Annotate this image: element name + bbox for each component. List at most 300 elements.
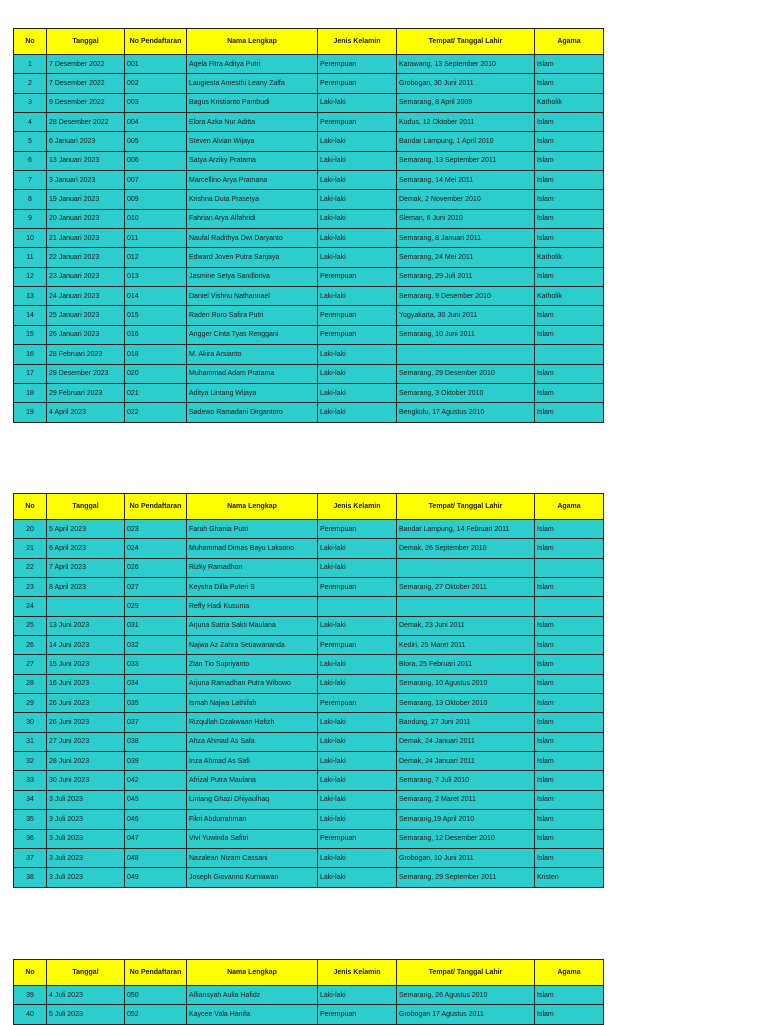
cell-tanggal: 6 Januari 2023	[47, 132, 125, 151]
cell-no: 36	[14, 829, 47, 848]
cell-no: 37	[14, 848, 47, 867]
cell-nama-lengkap: Elora Azka Nur Aditta	[187, 113, 318, 132]
cell-tanggal: 6 April 2023	[47, 539, 125, 558]
cell-tempat-tanggal-lahir: Demak, 23 Juni 2011	[397, 616, 535, 635]
cell-tanggal: 26 Januari 2023	[47, 325, 125, 344]
cell-tanggal: 26 Juni 2023	[47, 713, 125, 732]
cell-tempat-tanggal-lahir: Semarang, 29 Juli 2011	[397, 267, 535, 286]
cell-no: 1	[14, 55, 47, 74]
cell-jenis-kelamin: Laki-laki	[318, 190, 397, 209]
table-row	[14, 383, 604, 402]
cell-tempat-tanggal-lahir: Semarang, 9 Desember 2010	[397, 287, 535, 306]
header-tempat-tanggal-lahir: Tempat/ Tanggal Lahir	[397, 494, 535, 520]
cell-agama: Islam	[535, 829, 604, 848]
header-no: No	[14, 29, 47, 55]
cell-tanggal: 13 Juni 2023	[47, 616, 125, 635]
cell-nama-lengkap: Muhammad Dimas Bayu Laksono	[187, 539, 318, 558]
table-row	[14, 558, 604, 577]
cell-agama	[535, 345, 604, 364]
cell-tanggal: 7 April 2023	[47, 558, 125, 577]
cell-no-pendaftaran: 014	[125, 287, 187, 306]
cell-tempat-tanggal-lahir	[397, 597, 535, 616]
cell-no: 19	[14, 403, 47, 422]
header-jenis-kelamin: Jenis Kelamin	[318, 29, 397, 55]
cell-no-pendaftaran: 052	[125, 1005, 187, 1024]
cell-tempat-tanggal-lahir: Semarang, 8 Januari 2011	[397, 229, 535, 248]
cell-tempat-tanggal-lahir: Karawang, 13 September 2010	[397, 55, 535, 74]
cell-tempat-tanggal-lahir: Demak, 24 Januari 2011	[397, 732, 535, 751]
cell-no: 38	[14, 868, 47, 887]
table-row	[14, 752, 604, 771]
cell-agama: Islam	[535, 848, 604, 867]
cell-jenis-kelamin: Laki-laki	[318, 229, 397, 248]
cell-agama: Kristen	[535, 868, 604, 887]
header-no-pendaftaran: No Pendaftaran	[125, 960, 187, 986]
cell-nama-lengkap: Arjuna Satria Sakti Maulana	[187, 616, 318, 635]
cell-no: 23	[14, 578, 47, 597]
cell-nama-lengkap: Daniel Vishnu Nathannael	[187, 287, 318, 306]
cell-no-pendaftaran: 010	[125, 209, 187, 228]
cell-jenis-kelamin: Laki-laki	[318, 868, 397, 887]
cell-tempat-tanggal-lahir: Semarang, 13 Oktober 2010	[397, 694, 535, 713]
cell-jenis-kelamin: Perempuan	[318, 55, 397, 74]
cell-tempat-tanggal-lahir: Semarang, 29 September 2011	[397, 868, 535, 887]
cell-agama: Islam	[535, 190, 604, 209]
table-row	[14, 848, 604, 867]
cell-tempat-tanggal-lahir: Semarang, 10 Juni 2011	[397, 325, 535, 344]
cell-nama-lengkap: Ahza Ahmad As Safa	[187, 732, 318, 751]
cell-tanggal: 14 Juni 2023	[47, 636, 125, 655]
cell-nama-lengkap: Aqela Fitra Aditya Putri	[187, 55, 318, 74]
cell-jenis-kelamin: Laki-laki	[318, 558, 397, 577]
header-agama: Agama	[535, 494, 604, 520]
cell-jenis-kelamin: Perempuan	[318, 829, 397, 848]
cell-agama: Islam	[535, 616, 604, 635]
cell-tempat-tanggal-lahir: Semarang, 29 Desember 2010	[397, 364, 535, 383]
cell-no-pendaftaran: 020	[125, 364, 187, 383]
cell-no: 4	[14, 113, 47, 132]
header-tempat-tanggal-lahir: Tempat/ Tanggal Lahir	[397, 29, 535, 55]
cell-no: 40	[14, 1005, 47, 1024]
cell-nama-lengkap: Inza Ahmad As Safi	[187, 752, 318, 771]
cell-no: 29	[14, 694, 47, 713]
cell-jenis-kelamin: Laki-laki	[318, 986, 397, 1005]
cell-no: 30	[14, 713, 47, 732]
cell-jenis-kelamin: Perempuan	[318, 636, 397, 655]
table-row	[14, 868, 604, 887]
cell-no-pendaftaran: 016	[125, 325, 187, 344]
cell-tanggal: 19 Januari 2023	[47, 190, 125, 209]
cell-tempat-tanggal-lahir: Semarang, 12 Desember 2010	[397, 829, 535, 848]
table-row	[14, 674, 604, 693]
cell-agama: Islam	[535, 694, 604, 713]
cell-no: 8	[14, 190, 47, 209]
cell-tanggal: 20 Januari 2023	[47, 209, 125, 228]
cell-agama: Islam	[535, 74, 604, 93]
cell-no: 12	[14, 267, 47, 286]
cell-agama: Islam	[535, 55, 604, 74]
table-row	[14, 986, 604, 1005]
table-row	[14, 694, 604, 713]
table-header	[14, 960, 604, 986]
cell-tanggal: 7 Desember 2022	[47, 55, 125, 74]
cell-no: 26	[14, 636, 47, 655]
cell-tempat-tanggal-lahir: Blora, 25 Februari 2011	[397, 655, 535, 674]
cell-nama-lengkap: Vivi Yuwinda Safitri	[187, 829, 318, 848]
cell-no: 21	[14, 539, 47, 558]
cell-jenis-kelamin: Laki-laki	[318, 539, 397, 558]
cell-no-pendaftaran: 009	[125, 190, 187, 209]
cell-jenis-kelamin: Perempuan	[318, 1005, 397, 1024]
header-no: No	[14, 494, 47, 520]
cell-jenis-kelamin: Laki-laki	[318, 810, 397, 829]
table-row	[14, 229, 604, 248]
cell-nama-lengkap: Keysha Dilla Puteri S	[187, 578, 318, 597]
cell-tanggal: 24 Januari 2023	[47, 287, 125, 306]
table-row	[14, 771, 604, 790]
cell-tanggal: 29 Desember 2023	[47, 364, 125, 383]
cell-no-pendaftaran: 042	[125, 771, 187, 790]
cell-no: 7	[14, 171, 47, 190]
cell-no-pendaftaran: 037	[125, 713, 187, 732]
cell-no: 32	[14, 752, 47, 771]
cell-tempat-tanggal-lahir: Semarang, 13 September 2011	[397, 151, 535, 170]
cell-no: 3	[14, 93, 47, 112]
cell-tanggal: 5 April 2023	[47, 520, 125, 539]
cell-no: 6	[14, 151, 47, 170]
cell-no: 16	[14, 345, 47, 364]
cell-tanggal: 5 Juli 2023	[47, 1005, 125, 1024]
cell-tempat-tanggal-lahir: Bandar Lampung, 14 Februari 2011	[397, 520, 535, 539]
cell-agama: Islam	[535, 732, 604, 751]
cell-agama: Islam	[535, 229, 604, 248]
cell-jenis-kelamin: Laki-laki	[318, 655, 397, 674]
cell-agama: Islam	[535, 810, 604, 829]
cell-agama: Islam	[535, 383, 604, 402]
cell-tempat-tanggal-lahir: Semarang, 14 Mei 2011	[397, 171, 535, 190]
cell-nama-lengkap: Jasmine Setya Sandloriva	[187, 267, 318, 286]
cell-jenis-kelamin: Laki-laki	[318, 151, 397, 170]
cell-tanggal: 7 Desember 2022	[47, 74, 125, 93]
cell-tempat-tanggal-lahir	[397, 558, 535, 577]
cell-no: 5	[14, 132, 47, 151]
cell-nama-lengkap: Reffy Hadi Kusuma	[187, 597, 318, 616]
cell-tanggal: 23 Januari 2023	[47, 267, 125, 286]
cell-no: 14	[14, 306, 47, 325]
cell-no: 35	[14, 810, 47, 829]
cell-no-pendaftaran: 013	[125, 267, 187, 286]
cell-jenis-kelamin: Laki-laki	[318, 752, 397, 771]
cell-tanggal: 25 Januari 2023	[47, 306, 125, 325]
cell-tanggal	[47, 597, 125, 616]
table-row	[14, 539, 604, 558]
cell-no: 11	[14, 248, 47, 267]
cell-agama: Islam	[535, 132, 604, 151]
cell-tempat-tanggal-lahir: Kediri, 25 Maret 2011	[397, 636, 535, 655]
cell-nama-lengkap: Marcellino Arya Pramana	[187, 171, 318, 190]
cell-no: 22	[14, 558, 47, 577]
cell-tanggal: 13 Januari 2023	[47, 151, 125, 170]
cell-nama-lengkap: Zian Tio Supriyanto	[187, 655, 318, 674]
cell-tanggal: 3 Juli 2023	[47, 790, 125, 809]
cell-no-pendaftaran: 032	[125, 636, 187, 655]
cell-no-pendaftaran: 011	[125, 229, 187, 248]
cell-nama-lengkap: Bagus Kristianto Pambudi	[187, 93, 318, 112]
cell-no: 10	[14, 229, 47, 248]
cell-no-pendaftaran: 007	[125, 171, 187, 190]
cell-tanggal: 4 April 2023	[47, 403, 125, 422]
cell-nama-lengkap: Krishna Duta Prasetya	[187, 190, 318, 209]
cell-nama-lengkap: Naufal Radithya Dwi Daryanto	[187, 229, 318, 248]
cell-jenis-kelamin: Laki-laki	[318, 132, 397, 151]
cell-tanggal: 3 Juli 2023	[47, 868, 125, 887]
cell-no: 13	[14, 287, 47, 306]
cell-jenis-kelamin: Laki-laki	[318, 171, 397, 190]
header-jenis-kelamin: Jenis Kelamin	[318, 494, 397, 520]
cell-jenis-kelamin: Laki-laki	[318, 93, 397, 112]
cell-jenis-kelamin: Laki-laki	[318, 248, 397, 267]
header-tanggal: Tanggal	[47, 29, 125, 55]
cell-no-pendaftaran: 047	[125, 829, 187, 848]
cell-tanggal: 8 April 2023	[47, 578, 125, 597]
cell-no-pendaftaran: 033	[125, 655, 187, 674]
table-row	[14, 132, 604, 151]
cell-jenis-kelamin: Perempuan	[318, 520, 397, 539]
cell-tempat-tanggal-lahir: Bengkulu, 17 Agustus 2010	[397, 403, 535, 422]
cell-no-pendaftaran: 004	[125, 113, 187, 132]
cell-tempat-tanggal-lahir: Semarang, 26 Agustus 2010	[397, 986, 535, 1005]
table-row	[14, 616, 604, 635]
cell-no: 25	[14, 616, 47, 635]
cell-tempat-tanggal-lahir: Grobogan, 30 Juni 2011	[397, 74, 535, 93]
header-no: No	[14, 960, 47, 986]
cell-tempat-tanggal-lahir: Semarang, 2 Maret 2011	[397, 790, 535, 809]
cell-nama-lengkap: Steven Alvian Wijaya	[187, 132, 318, 151]
cell-nama-lengkap: Joseph Giovanno Kurniawan	[187, 868, 318, 887]
cell-no: 20	[14, 520, 47, 539]
cell-agama: Islam	[535, 655, 604, 674]
cell-no-pendaftaran: 022	[125, 403, 187, 422]
header-nama-lengkap: Nama Lengkap	[187, 960, 318, 986]
cell-no: 28	[14, 674, 47, 693]
cell-agama: Islam	[535, 171, 604, 190]
cell-no: 39	[14, 986, 47, 1005]
cell-no: 15	[14, 325, 47, 344]
table-row	[14, 190, 604, 209]
cell-no-pendaftaran: 003	[125, 93, 187, 112]
cell-no-pendaftaran: 024	[125, 539, 187, 558]
table-row	[14, 578, 604, 597]
table-row	[14, 403, 604, 422]
cell-tempat-tanggal-lahir: Demak, 26 September 2010	[397, 539, 535, 558]
cell-agama: Islam	[535, 325, 604, 344]
cell-tempat-tanggal-lahir: Demak, 24 Januari 2011	[397, 752, 535, 771]
cell-agama: Islam	[535, 790, 604, 809]
cell-agama: Katholik	[535, 93, 604, 112]
cell-tanggal: 28 Juni 2023	[47, 752, 125, 771]
cell-nama-lengkap: Farah Ghania Putri	[187, 520, 318, 539]
cell-nama-lengkap: Ismah Najwa Lathifah	[187, 694, 318, 713]
header-agama: Agama	[535, 960, 604, 986]
table-row	[14, 597, 604, 616]
cell-nama-lengkap: Fikri Abdurrahman	[187, 810, 318, 829]
cell-nama-lengkap: Aditya Lintang Wijaya	[187, 383, 318, 402]
cell-tanggal: 26 Juni 2023	[47, 694, 125, 713]
cell-agama: Katholik	[535, 287, 604, 306]
cell-agama: Islam	[535, 578, 604, 597]
cell-jenis-kelamin: Perempuan	[318, 578, 397, 597]
cell-no: 27	[14, 655, 47, 674]
cell-jenis-kelamin: Laki-laki	[318, 790, 397, 809]
cell-jenis-kelamin	[318, 597, 397, 616]
cell-tanggal: 16 Juni 2023	[47, 674, 125, 693]
cell-jenis-kelamin: Laki-laki	[318, 674, 397, 693]
cell-no-pendaftaran: 034	[125, 674, 187, 693]
header-jenis-kelamin: Jenis Kelamin	[318, 960, 397, 986]
table-row	[14, 345, 604, 364]
cell-agama: Katholik	[535, 248, 604, 267]
cell-tanggal: 4 Juli 2023	[47, 986, 125, 1005]
cell-tempat-tanggal-lahir: Semarang,19 April 2010	[397, 810, 535, 829]
cell-nama-lengkap: Kaycee Vala Hanifa	[187, 1005, 318, 1024]
table-header	[14, 29, 604, 55]
cell-agama: Islam	[535, 752, 604, 771]
table-row	[14, 287, 604, 306]
cell-no: 24	[14, 597, 47, 616]
cell-agama: Islam	[535, 539, 604, 558]
registration-table-3	[13, 959, 604, 1025]
cell-agama: Islam	[535, 209, 604, 228]
cell-jenis-kelamin: Laki-laki	[318, 287, 397, 306]
cell-tempat-tanggal-lahir: Semarang, 24 Mei 2011	[397, 248, 535, 267]
cell-jenis-kelamin: Perempuan	[318, 694, 397, 713]
cell-no: 34	[14, 790, 47, 809]
cell-tempat-tanggal-lahir	[397, 345, 535, 364]
table-row	[14, 113, 604, 132]
header-agama: Agama	[535, 29, 604, 55]
table-row	[14, 209, 604, 228]
cell-tempat-tanggal-lahir: Bandar Lampung, 1 April 2010	[397, 132, 535, 151]
cell-jenis-kelamin: Perempuan	[318, 306, 397, 325]
cell-jenis-kelamin: Perempuan	[318, 74, 397, 93]
cell-nama-lengkap: M. Akira Arsianto	[187, 345, 318, 364]
cell-jenis-kelamin: Perempuan	[318, 113, 397, 132]
cell-nama-lengkap: Fahrian Arya Alfahridi	[187, 209, 318, 228]
cell-tempat-tanggal-lahir: Grobogan, 10 Juni 2011	[397, 848, 535, 867]
cell-jenis-kelamin: Laki-laki	[318, 403, 397, 422]
cell-agama	[535, 558, 604, 577]
cell-no-pendaftaran: 018	[125, 345, 187, 364]
cell-no-pendaftaran: 048	[125, 848, 187, 867]
cell-jenis-kelamin: Laki-laki	[318, 383, 397, 402]
table-row	[14, 325, 604, 344]
cell-nama-lengkap: Arjuna Ramadhan Putra Wibowo	[187, 674, 318, 693]
cell-agama: Islam	[535, 113, 604, 132]
cell-no-pendaftaran: 049	[125, 868, 187, 887]
cell-jenis-kelamin: Laki-laki	[318, 345, 397, 364]
cell-no-pendaftaran: 039	[125, 752, 187, 771]
cell-jenis-kelamin: Laki-laki	[318, 771, 397, 790]
cell-no-pendaftaran: 038	[125, 732, 187, 751]
table-row	[14, 810, 604, 829]
cell-jenis-kelamin: Laki-laki	[318, 848, 397, 867]
cell-nama-lengkap: Rizky Ramadhon	[187, 558, 318, 577]
cell-tanggal: 15 Juni 2023	[47, 655, 125, 674]
cell-agama: Islam	[535, 674, 604, 693]
table-row	[14, 732, 604, 751]
cell-tempat-tanggal-lahir: Grobogan 17 Agustus 2011	[397, 1005, 535, 1024]
table-row	[14, 364, 604, 383]
cell-jenis-kelamin: Laki-laki	[318, 732, 397, 751]
cell-agama: Islam	[535, 1005, 604, 1024]
cell-no-pendaftaran: 021	[125, 383, 187, 402]
cell-tempat-tanggal-lahir: Sleman, 6 Juni 2010	[397, 209, 535, 228]
cell-tanggal: 3 Juli 2023	[47, 829, 125, 848]
table-row	[14, 267, 604, 286]
cell-no: 2	[14, 74, 47, 93]
cell-no: 31	[14, 732, 47, 751]
cell-tanggal: 27 Juni 2023	[47, 732, 125, 751]
table-row	[14, 55, 604, 74]
cell-agama: Islam	[535, 151, 604, 170]
cell-no-pendaftaran: 035	[125, 694, 187, 713]
cell-nama-lengkap: Edward Joven Putra Sanjaya	[187, 248, 318, 267]
header-nama-lengkap: Nama Lengkap	[187, 29, 318, 55]
cell-nama-lengkap: Lintang Ghazi Dhiyaulhaq	[187, 790, 318, 809]
table-row	[14, 171, 604, 190]
cell-tanggal: 3 Juli 2023	[47, 810, 125, 829]
cell-nama-lengkap: Angger Cinta Tyas Renggani	[187, 325, 318, 344]
table-row	[14, 1005, 604, 1024]
header-tempat-tanggal-lahir: Tempat/ Tanggal Lahir	[397, 960, 535, 986]
cell-tempat-tanggal-lahir: Semarang, 7 Juli 2010	[397, 771, 535, 790]
table-row	[14, 93, 604, 112]
cell-agama: Islam	[535, 267, 604, 286]
cell-nama-lengkap: Muhammad Adam Pratama	[187, 364, 318, 383]
cell-tanggal: 28 Desember 2022	[47, 113, 125, 132]
cell-no-pendaftaran: 026	[125, 558, 187, 577]
cell-no-pendaftaran: 012	[125, 248, 187, 267]
cell-nama-lengkap: Raden Roro Safira Putri	[187, 306, 318, 325]
cell-tempat-tanggal-lahir: Semarang, 27 Oktober 2011	[397, 578, 535, 597]
cell-agama: Islam	[535, 986, 604, 1005]
cell-tanggal: 3 Juli 2023	[47, 848, 125, 867]
header-no-pendaftaran: No Pendaftaran	[125, 494, 187, 520]
cell-agama: Islam	[535, 520, 604, 539]
cell-agama: Islam	[535, 306, 604, 325]
cell-agama	[535, 597, 604, 616]
cell-tanggal: 28 Februari 2023	[47, 345, 125, 364]
registration-table-2	[13, 493, 604, 888]
cell-no-pendaftaran: 045	[125, 790, 187, 809]
table-row	[14, 829, 604, 848]
registration-table-1	[13, 28, 604, 423]
header-nama-lengkap: Nama Lengkap	[187, 494, 318, 520]
table-row	[14, 713, 604, 732]
cell-no-pendaftaran: 050	[125, 986, 187, 1005]
cell-agama: Islam	[535, 771, 604, 790]
cell-no-pendaftaran: 001	[125, 55, 187, 74]
cell-no-pendaftaran: 015	[125, 306, 187, 325]
cell-tempat-tanggal-lahir: Kudus, 12 Oktober 2011	[397, 113, 535, 132]
cell-jenis-kelamin: Laki-laki	[318, 616, 397, 635]
cell-nama-lengkap: Rizqullah Dzakwaan Hafizh	[187, 713, 318, 732]
cell-nama-lengkap: Sadewo Ramadani Dirgantoro	[187, 403, 318, 422]
header-tanggal: Tanggal	[47, 494, 125, 520]
cell-tempat-tanggal-lahir: Demak, 2 November 2010	[397, 190, 535, 209]
cell-agama: Islam	[535, 403, 604, 422]
cell-tempat-tanggal-lahir: Semarang, 3 Oktober 2010	[397, 383, 535, 402]
